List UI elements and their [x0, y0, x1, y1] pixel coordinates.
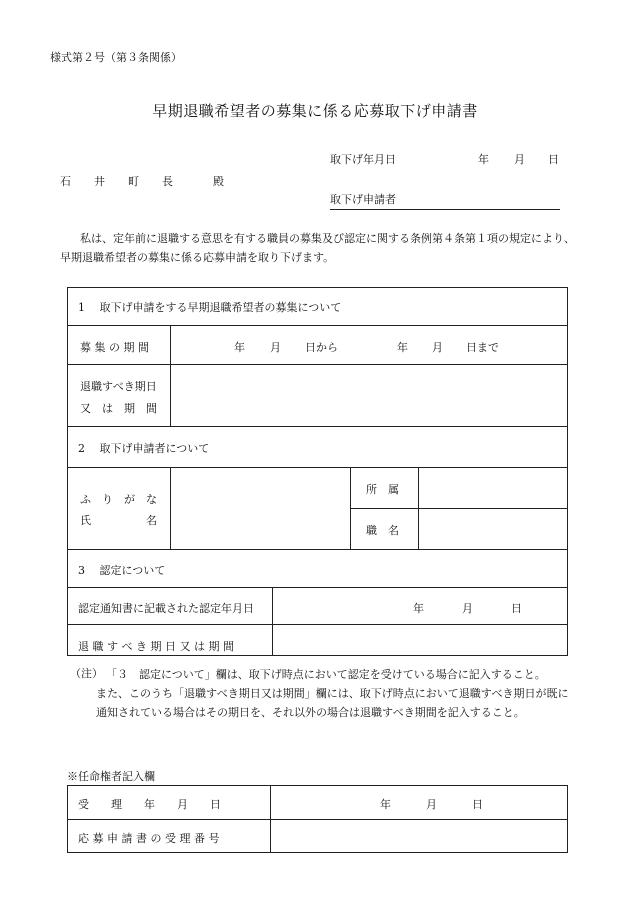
name-label: 氏 名: [80, 514, 157, 527]
application-number-label: 応 募 申 請 書 の 受 理 番 号: [78, 832, 220, 845]
period-to-day-label: 日まで: [466, 341, 499, 354]
certified-date-label: 認定通知書に記載された認定年月日: [78, 602, 254, 615]
section3-title: 3 認定について: [78, 564, 166, 577]
receipt-month-label: 月: [426, 798, 437, 811]
job-title-label: 職 名: [366, 524, 399, 537]
note-mark: （注）: [70, 667, 103, 680]
receipt-date-label: 受 理 年 月 日: [78, 798, 221, 811]
note-line2: また、このうち「退職すべき期日又は期間」欄には、取下げ時点において退職すべき期日が既に通知されている場合はその期日を、それ以外の場合は退職すべき期間を記入すること。: [96, 687, 569, 719]
page-title: 早期退職希望者の募集に係る応募取下げ申請書: [152, 102, 478, 120]
period-to-month-label: 月: [432, 341, 443, 354]
recruitment-period-label: 募 集 の 期 間: [80, 341, 149, 354]
receipt-year-label: 年: [380, 798, 391, 811]
period-to-year-label: 年: [397, 341, 408, 354]
section2-title-text: 2 取下げ申請者について: [78, 442, 210, 455]
applicant-field[interactable]: [330, 191, 560, 210]
appointer-section-title: ※任命権者記入欄: [67, 770, 155, 783]
recipient: 石 井 町 長 殿: [60, 175, 230, 188]
withdrawal-date-label: 取下げ年月日: [330, 153, 396, 166]
retirement-date-label-line1: 退職すべき期日: [80, 380, 157, 393]
note-line1: 「３ 認定について」欄は、取下げ時点において認定を受けている場合に記入すること。: [106, 668, 546, 681]
furigana-label: ふ り が な: [80, 493, 157, 506]
certified-month-label: 月: [462, 602, 473, 615]
period-from-year-label: 年: [234, 341, 245, 354]
receipt-day-label: 日: [472, 798, 483, 811]
retire-date-or-period-label: 退 職 す べ き 期 日 又 は 期 間: [78, 640, 234, 653]
form-number: 様式第２号（第３条関係）: [50, 51, 182, 64]
withdrawal-month-label: 月: [514, 153, 525, 166]
withdrawal-day-label: 日: [548, 153, 559, 166]
withdrawal-year-label: 年: [478, 153, 489, 166]
section1-title: 1 取下げ申請をする早期退職希望者の募集について: [78, 301, 342, 314]
retirement-date-label-line2: 又 は 期 間: [80, 402, 157, 415]
affiliation-label: 所 属: [366, 483, 399, 496]
period-from-month-label: 月: [270, 341, 281, 354]
certified-day-label: 日: [511, 602, 522, 615]
body-text: 私は、定年前に退職する意思を有する職員の募集及び認定に関する条例第４条第１項の規定により、早期退職希望者の募集に係る応募申請を取り下げます。: [60, 232, 575, 264]
certified-year-label: 年: [413, 602, 424, 615]
period-from-day-label: 日から: [305, 341, 338, 354]
applicant-label: 取下げ申請者: [330, 193, 396, 206]
